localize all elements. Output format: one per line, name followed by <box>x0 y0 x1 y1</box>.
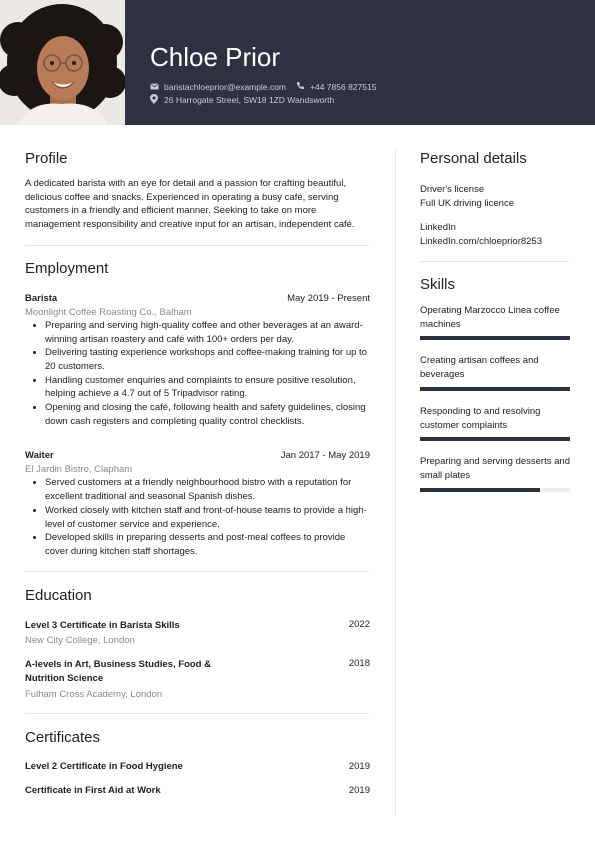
certificates-heading: Certificates <box>25 728 101 746</box>
list-item: • Worked closely with kitchen staff and front-of-house teams to provide a high-level of customer service and experience. <box>45 504 370 531</box>
divider <box>420 261 570 262</box>
email-text[interactable]: baristachloeprior@example.com <box>164 81 287 92</box>
list-item: • Handling customer enquiries and complaints to ensure positive resolution, helping achieve a 4.7 out of 5 Tripadvisor rating. <box>45 374 370 401</box>
main-column <box>25 150 370 796</box>
skill-level-bar <box>420 437 570 441</box>
job-employer: Moonlight Coffee Roasting Co., Balham <box>25 306 192 318</box>
skill-level-fill <box>420 336 570 340</box>
candidate-name: Chloe Prior <box>150 42 281 72</box>
education-title: Level 3 Certificate in Barista Skills <box>25 619 180 631</box>
location-pin-icon <box>150 94 160 106</box>
education-school: New City College, London <box>25 635 135 647</box>
list-item: • Delivering tasting experience workshops and coffee-making training for up to 20 customers. <box>45 346 370 373</box>
list-item: • Developed skills in preparing desserts and post-meal coffees to provide cover during kitchen staff shortages. <box>45 531 370 558</box>
certificate-year: 2019 <box>348 784 370 796</box>
profile-photo <box>0 0 125 125</box>
skill-name: Creating artisan coffees and beverages <box>420 355 539 381</box>
linkedin-label: LinkedIn <box>420 222 456 233</box>
job-dates: May 2019 - Present <box>287 292 370 304</box>
skill-item <box>420 455 570 491</box>
education-year: 2022 <box>348 618 370 630</box>
job-entry <box>25 450 370 558</box>
skill-level-bar <box>420 387 570 391</box>
header-banner <box>0 0 595 125</box>
certificate-title: Certificate in First Aid at Work <box>25 784 161 796</box>
skill-level-fill <box>420 387 570 391</box>
education-heading: Education <box>25 586 92 604</box>
skill-level-fill <box>420 488 540 492</box>
skill-level-bar <box>420 488 570 492</box>
skills-list <box>420 304 570 492</box>
contact-line-1 <box>150 81 376 92</box>
job-title: Barista <box>25 292 58 304</box>
phone-text[interactable]: +44 7856 827515 <box>310 81 377 92</box>
linkedin-value[interactable]: LinkedIn.com/chloeprior8253 <box>420 236 542 247</box>
education-title: A-levels in Art, Business Studies, Food & Nutrition Science <box>25 659 211 685</box>
license-label: Driver's license <box>420 184 485 195</box>
employment-heading: Employment <box>25 259 109 277</box>
education-entry <box>25 658 370 699</box>
skill-name: Operating Marzocco Linea coffee machines <box>420 305 560 330</box>
sidebar-column <box>420 150 570 492</box>
contact-line-2 <box>150 94 334 106</box>
education-entry <box>25 619 370 647</box>
column-divider <box>395 150 396 815</box>
certificate-year: 2019 <box>348 760 370 772</box>
list-item: • Preparing and serving high-quality coffee and other beverages at an award-winning artisan roastery and café with 100+ orders per day. <box>45 319 370 346</box>
skill-name: Responding to and resolving customer complaints <box>420 405 541 431</box>
skill-item <box>420 354 570 390</box>
job-dates: Jan 2017 - May 2019 <box>280 450 370 462</box>
skill-item <box>420 304 570 340</box>
education-school: Fulham Cross Academy, London <box>25 688 163 700</box>
job-title: Waiter <box>25 450 54 462</box>
certificate-entry <box>25 785 370 796</box>
job-employer: El Jardin Bistro, Clapham <box>25 464 133 476</box>
divider <box>25 713 370 714</box>
job-entry <box>25 293 370 429</box>
divider <box>25 245 370 246</box>
envelope-icon <box>150 82 160 92</box>
license-value: Full UK driving licence <box>420 198 514 209</box>
profile-text: A dedicated barista with an eye for detail and a passion for crafting beautiful, delicious coffee and snacks. Experienced in operating a busy café, serving customers in a friendly and efficient manner. Seeking to take on more management responsibility and creative input for an artisan, independent café. <box>25 178 355 231</box>
skill-level-bar <box>420 336 570 340</box>
personal-details-heading: Personal details <box>420 150 527 167</box>
certificate-title: Level 2 Certificate in Food Hygiene <box>25 760 183 772</box>
skills-heading: Skills <box>420 276 456 293</box>
list-item: • Served customers at a friendly neighbourhood bistro with a reputation for excellent traditional and seasonal Spanish dishes. <box>45 476 370 503</box>
phone-icon <box>296 81 306 92</box>
list-item: • Opening and closing the café, following health and safety guidelines, closing down cash registers and completing quality control checklists. <box>45 401 370 428</box>
address-text: 26 Harrogate Street, SW18 1ZD Wandsworth <box>164 95 335 105</box>
job-bullets <box>25 476 370 558</box>
certificate-entry <box>25 761 370 772</box>
skill-name: Preparing and serving desserts and small plates <box>420 456 570 481</box>
profile-heading: Profile <box>25 150 68 167</box>
divider <box>25 571 370 572</box>
job-bullets <box>25 319 370 429</box>
skill-item <box>420 405 570 441</box>
education-year: 2018 <box>348 658 370 670</box>
skill-level-fill <box>420 437 570 441</box>
